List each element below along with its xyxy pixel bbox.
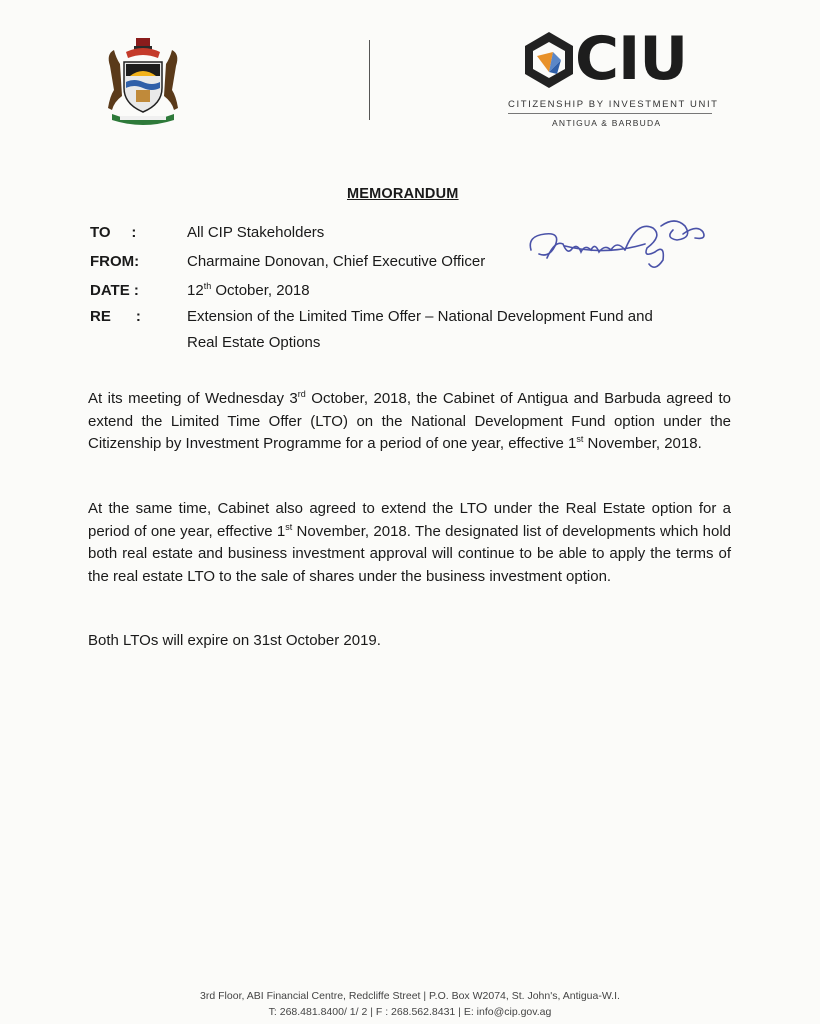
date-label: DATE : [90, 282, 139, 299]
memo-title: MEMORANDUM [347, 186, 459, 202]
date-day: 12 [187, 282, 204, 299]
unit-underline [508, 113, 712, 114]
p1-sup-rd: rd [297, 389, 306, 399]
body-paragraph-3: Both LTOs will expire on 31st October 2019. [88, 632, 381, 649]
p2-sup-st: st [285, 521, 293, 532]
date-rest: October, 2018 [211, 282, 310, 299]
from-label: FROM: [90, 253, 140, 270]
date-value [187, 282, 310, 299]
p1-part-c: November, 2018. [583, 435, 702, 452]
ciu-logo-text: CIU [575, 24, 688, 94]
p2-part-a: At the same time, Cabinet also agreed to extend the LTO under the Real Estate option for a period of one year, effective 1 [88, 500, 731, 540]
body-paragraph-2 [88, 498, 731, 588]
body-paragraph-1 [88, 388, 731, 456]
date-suffix: th [203, 281, 212, 291]
re-value-line1: Extension of the Limited Time Offer – National Development Fund and [187, 308, 653, 325]
signature [525, 214, 715, 276]
re-label: RE : [90, 308, 141, 325]
p1-sup-st: st [576, 434, 584, 444]
header-divider [369, 40, 370, 120]
to-value: All CIP Stakeholders [187, 224, 325, 241]
p1-part-a: At its meeting of Wednesday 3 [88, 390, 298, 407]
coat-of-arms-emblem [104, 36, 182, 126]
unit-name: CITIZENSHIP BY INVESTMENT UNIT [508, 99, 719, 110]
p1-part-b: October, 2018, the Cabinet of Antigua and Barbuda agreed to extend the Limited Time Offer (LTO) on the National Development Fund option under the Citizenship by Investment Programme for a period of one year, effective 1 [88, 390, 731, 452]
re-value-line2: Real Estate Options [187, 334, 321, 351]
footer-address: 3rd Floor, ABI Financial Centre, Redcliffe Street | P.O. Box W2074, St. John's, Antigua-W.I. [200, 990, 620, 1002]
p2-part-b: November, 2018. The designated list of developments which hold both real estate and business investment approval will continue to be able to apply the terms of the real estate LTO to the sale of shares under the business investment option. [88, 522, 731, 585]
from-value: Charmaine Donovan, Chief Executive Officer [187, 253, 486, 270]
footer-contacts: T: 268.481.8400/ 1/ 2 | F : 268.562.8431 | E: info@cip.gov.ag [268, 1006, 552, 1018]
unit-country: ANTIGUA & BARBUDA [552, 118, 662, 128]
to-label: TO : [90, 224, 137, 241]
